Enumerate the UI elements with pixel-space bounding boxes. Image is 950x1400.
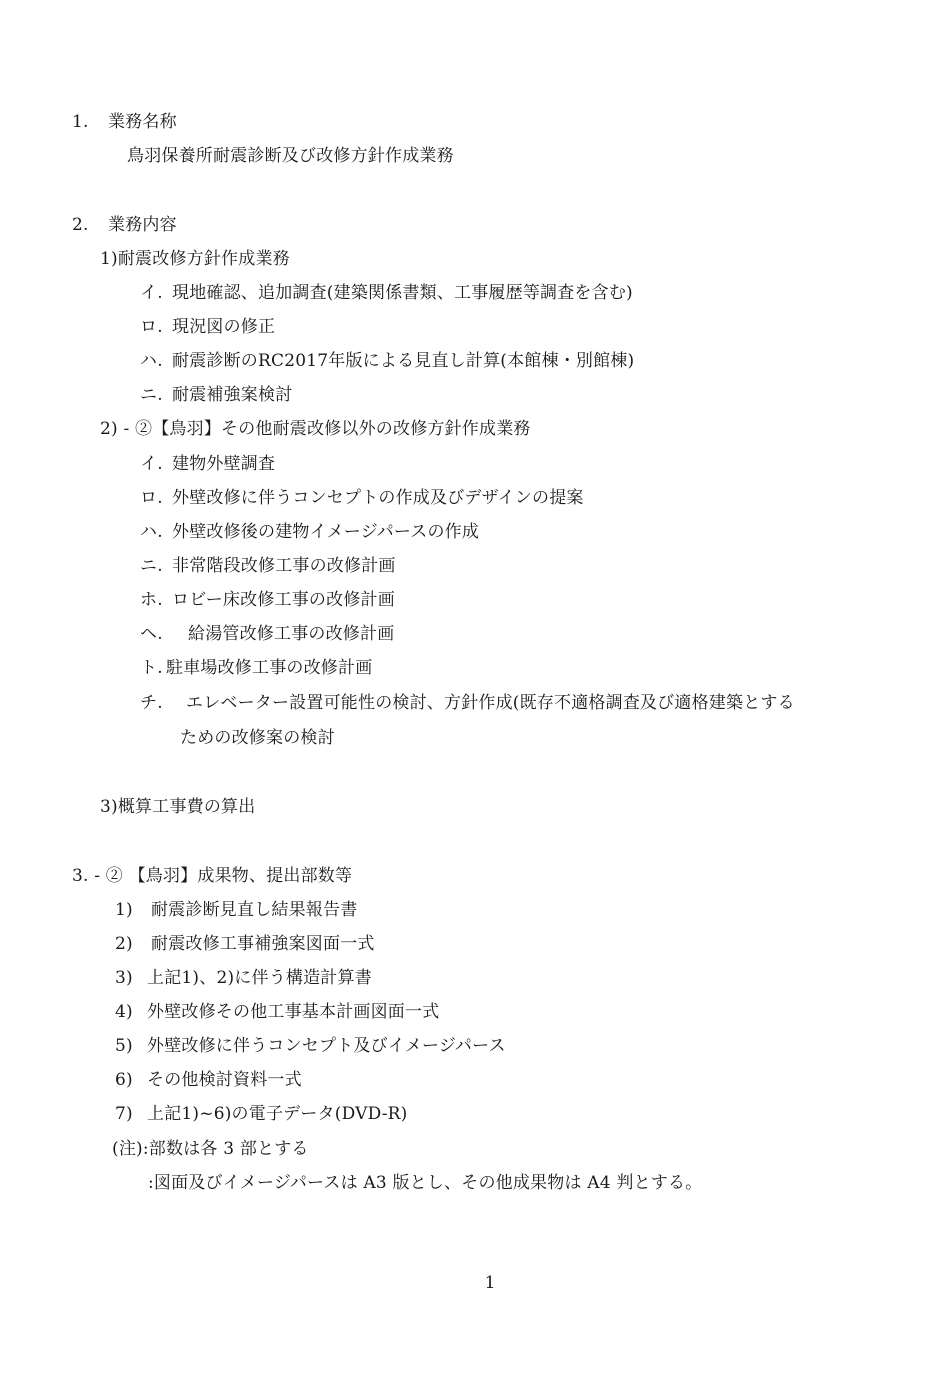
item-marker: ニ. xyxy=(140,556,163,576)
item-text: 耐震診断見直し結果報告書 xyxy=(151,900,358,920)
item-text: 耐震改修工事補強案図面一式 xyxy=(151,934,375,954)
sub2-item xyxy=(140,487,584,509)
item-text: 耐震補強案検討 xyxy=(172,385,293,405)
item-text: 外壁改修その他工事基本計画図面一式 xyxy=(147,1002,440,1022)
item-marker: ハ. xyxy=(140,351,163,371)
sub2-item xyxy=(140,657,372,679)
sub1-item xyxy=(140,384,292,406)
item-marker: イ. xyxy=(140,454,163,474)
section1-heading xyxy=(72,111,177,133)
item-marker: ヘ. xyxy=(140,624,163,644)
item-marker: 1) xyxy=(115,900,133,920)
item-marker: 6) xyxy=(115,1070,133,1090)
item-text: 建物外壁調査 xyxy=(172,454,276,474)
item-marker: ト. xyxy=(140,658,163,678)
sub2-item xyxy=(140,692,795,714)
sub1-item xyxy=(140,316,275,338)
item-text: 上記1)~6)の電子データ(DVD-R) xyxy=(147,1104,408,1124)
item-text: 外壁改修後の建物イメージパースの作成 xyxy=(172,522,480,542)
item-marker: チ. xyxy=(140,693,163,713)
subsection-2-label: 2) - ②【鳥羽】その他耐震改修以外の改修方針作成業務 xyxy=(100,419,531,439)
section1-number: 1. xyxy=(72,112,89,132)
note-text-1: :部数は各 3 部とする xyxy=(142,1139,309,1159)
item-marker: ホ. xyxy=(140,590,163,610)
deliverable-item xyxy=(115,933,375,955)
section2-title: 業務内容 xyxy=(108,215,177,235)
note-line-2: :図面及びイメージパースは A3 版とし、その他成果物は A4 判とする。 xyxy=(148,1173,703,1193)
sub1-item xyxy=(140,282,633,304)
sub2-item xyxy=(140,555,396,577)
section3-heading: 3. - ② 【鳥羽】成果物、提出部数等 xyxy=(72,866,353,886)
item-marker: 4) xyxy=(115,1002,133,1022)
sub2-item xyxy=(140,623,394,645)
item-text: エレベーター設置可能性の検討、方針作成(既存不適格調査及び適格建築とする xyxy=(186,693,795,713)
note-label: (注) xyxy=(112,1139,143,1159)
item-text: 外壁改修に伴うコンセプトの作成及びデザインの提案 xyxy=(172,488,584,508)
item-text: 非常階段改修工事の改修計画 xyxy=(172,556,396,576)
page-number: 1 xyxy=(484,1273,496,1293)
sub2-item xyxy=(140,589,395,611)
item-text: 外壁改修に伴うコンセプト及びイメージパース xyxy=(147,1036,506,1056)
item-marker: ハ. xyxy=(140,522,163,542)
sub1-item xyxy=(140,350,634,372)
item-text: その他検討資料一式 xyxy=(147,1070,302,1090)
item-marker: ニ. xyxy=(140,385,163,405)
item-text: 駐車場改修工事の改修計画 xyxy=(166,658,373,678)
item-marker: イ. xyxy=(140,283,163,303)
item-text: ロビー床改修工事の改修計画 xyxy=(172,590,395,610)
sub2-item-continuation: ための改修案の検討 xyxy=(180,728,335,748)
section1-title: 業務名称 xyxy=(108,112,177,132)
deliverable-item xyxy=(115,1035,506,1057)
deliverable-item xyxy=(115,1069,302,1091)
item-text: 耐震診断のRC2017年版による見直し計算(本館棟・別館棟) xyxy=(172,351,635,371)
item-marker: 3) xyxy=(115,968,133,988)
section2-heading xyxy=(72,214,177,236)
item-marker: ロ. xyxy=(140,488,163,508)
sub2-item xyxy=(140,453,275,475)
subsection-1-label: 1)耐震改修方針作成業務 xyxy=(100,249,290,269)
item-marker: 7) xyxy=(115,1104,133,1124)
deliverable-item xyxy=(115,967,372,989)
item-text: 現地確認、追加調査(建築関係書類、工事履歴等調査を含む) xyxy=(172,283,633,303)
deliverable-item xyxy=(115,1001,439,1023)
deliverable-item xyxy=(115,1103,408,1125)
item-marker: ロ. xyxy=(140,317,163,337)
deliverable-item xyxy=(115,899,357,921)
item-text: 給湯管改修工事の改修計画 xyxy=(188,624,395,644)
subsection-3-label: 3)概算工事費の算出 xyxy=(100,797,256,817)
item-marker: 2) xyxy=(115,934,133,954)
item-text: 現況図の修正 xyxy=(172,317,276,337)
item-marker: 5) xyxy=(115,1036,133,1056)
project-name: 鳥羽保養所耐震診断及び改修方針作成業務 xyxy=(127,146,454,166)
note-line-1 xyxy=(112,1138,309,1160)
section2-number: 2. xyxy=(72,215,89,235)
sub2-item xyxy=(140,521,479,543)
item-text: 上記1)、2)に伴う構造計算書 xyxy=(147,968,372,988)
